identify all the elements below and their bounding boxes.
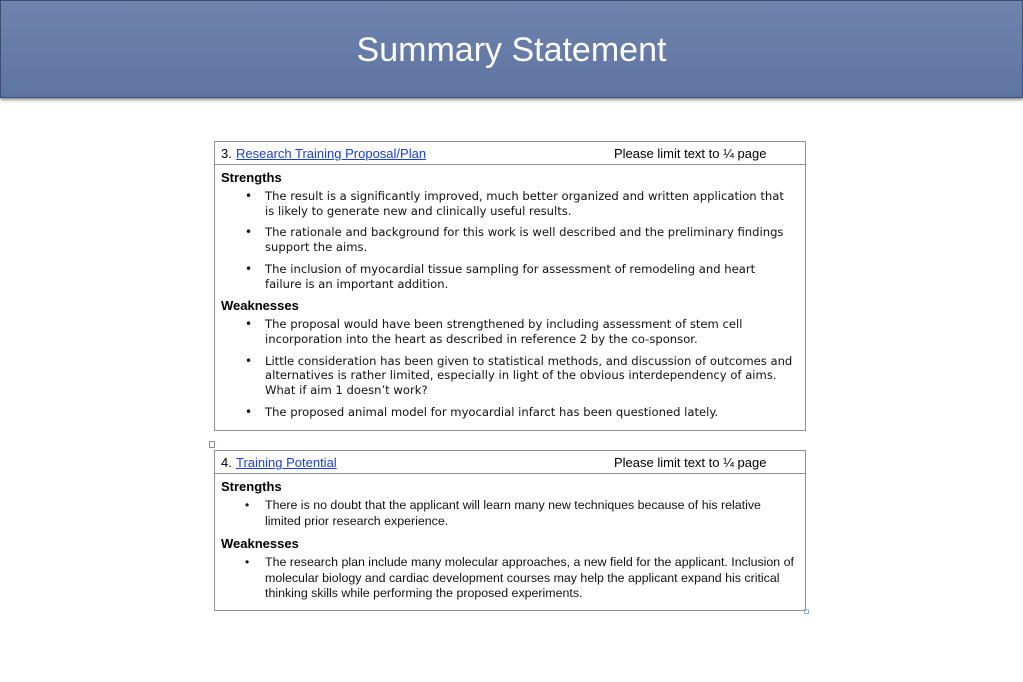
title-banner xyxy=(0,0,1023,98)
strengths-heading: Strengths xyxy=(221,170,282,185)
bullet-icon: • xyxy=(245,555,250,569)
section-number: 3. xyxy=(221,146,232,161)
weaknesses-list xyxy=(215,555,805,602)
list-item-text: Little consideration has been given to statistical methods, and discussion of outcomes and alternatives is rather limited, especially in light of the obvious interdependency of aims. What if aim 1 doesn’t work? xyxy=(265,353,793,398)
section-title-link[interactable]: Training Potential xyxy=(236,455,337,470)
list-item xyxy=(215,262,805,291)
list-item xyxy=(215,189,805,218)
resize-handle[interactable] xyxy=(804,609,809,614)
bullet-icon: • xyxy=(245,189,253,203)
strengths-list xyxy=(215,189,805,291)
section-header xyxy=(215,142,805,165)
anchor-marker xyxy=(209,441,215,448)
weaknesses-list xyxy=(215,317,805,419)
list-item xyxy=(215,498,805,529)
list-item-text: The inclusion of myocardial tissue sampling for assessment of remodeling and heart failure is an important addition. xyxy=(265,261,756,291)
limit-note: Please limit text to ¼ page xyxy=(614,455,767,470)
list-item-text: The research plan include many molecular approaches, a new field for the applicant. Inclusion of molecular biology and cardiac development courses may help the applicant expand his critical thinking skills while performing the proposed experiments. xyxy=(265,555,794,600)
bullet-icon: • xyxy=(245,353,253,368)
list-item xyxy=(215,555,805,602)
bullet-icon: • xyxy=(245,317,253,332)
bullet-icon: • xyxy=(245,498,250,512)
limit-note: Please limit text to ¼ page xyxy=(614,146,767,161)
list-item-text: The result is a significantly improved, much better organized and written application that is likely to generate new and clinically useful results. xyxy=(265,189,784,218)
section-title-link[interactable]: Research Training Proposal/Plan xyxy=(236,146,427,161)
list-item xyxy=(215,405,805,420)
list-item-text: There is no doubt that the applicant will learn many new techniques because of his relative limited prior research experience. xyxy=(265,498,761,528)
weaknesses-heading: Weaknesses xyxy=(221,536,299,551)
list-item-text: The rationale and background for this work is well described and the preliminary findings support the aims. xyxy=(265,225,784,255)
section-header xyxy=(215,451,805,474)
section-training-potential xyxy=(214,450,806,611)
bullet-icon: • xyxy=(245,404,253,419)
section-research-training xyxy=(214,141,806,431)
list-item-text: The proposal would have been strengthened by including assessment of stem cell incorporation into the heart as described in reference 2 by the co-sponsor. xyxy=(265,317,743,346)
slide-title: Summary Statement xyxy=(356,31,667,69)
list-item-text: The proposed animal model for myocardial infarct has been questioned lately. xyxy=(265,404,719,419)
list-item xyxy=(215,225,805,254)
bullet-icon: • xyxy=(245,261,253,276)
strengths-heading: Strengths xyxy=(221,479,282,494)
weaknesses-heading: Weaknesses xyxy=(221,298,299,314)
list-item xyxy=(215,317,805,346)
list-item xyxy=(215,354,805,398)
section-number: 4. xyxy=(221,455,232,470)
strengths-list xyxy=(215,498,805,529)
bullet-icon: • xyxy=(245,225,253,240)
